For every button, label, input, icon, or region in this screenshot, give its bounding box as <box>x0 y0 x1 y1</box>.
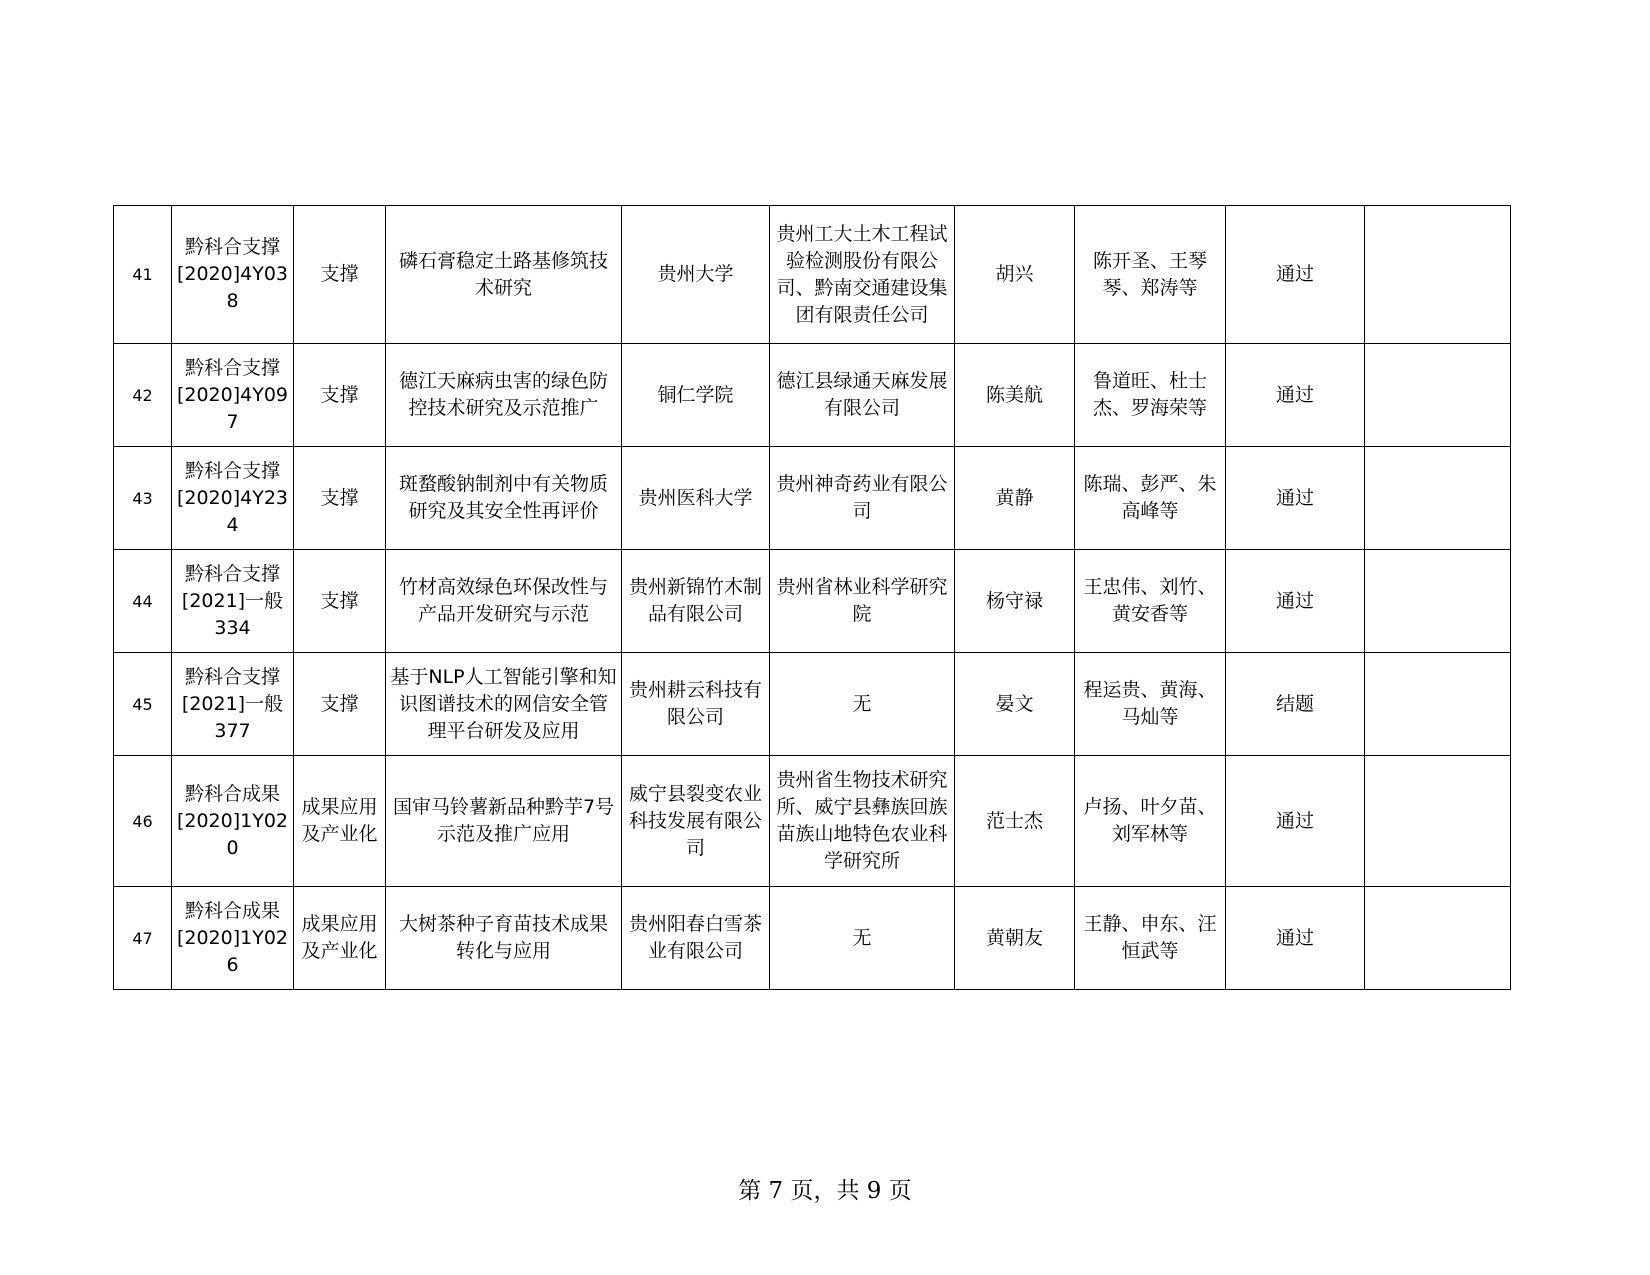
cell-no: 46 <box>114 756 172 887</box>
cell-leader: 黄朝友 <box>955 887 1075 990</box>
cell-no: 43 <box>114 447 172 550</box>
cell-type: 支撑 <box>294 447 386 550</box>
cell-result: 通过 <box>1226 206 1365 344</box>
cell-org: 贵州耕云科技有限公司 <box>622 653 770 756</box>
cell-remark <box>1365 344 1511 447</box>
cell-result: 通过 <box>1226 756 1365 887</box>
cell-remark <box>1365 206 1511 344</box>
cell-coop: 贵州省生物技术研究所、威宁县彝族回族苗族山地特色农业科学研究所 <box>770 756 955 887</box>
cell-title: 竹材高效绿色环保改性与产品开发研究与示范 <box>386 550 622 653</box>
cell-leader: 晏文 <box>955 653 1075 756</box>
cell-remark <box>1365 447 1511 550</box>
cell-leader: 黄静 <box>955 447 1075 550</box>
cell-org: 贵州医科大学 <box>622 447 770 550</box>
project-table <box>113 205 1511 990</box>
cell-org: 贵州阳春白雪茶业有限公司 <box>622 887 770 990</box>
cell-type: 支撑 <box>294 550 386 653</box>
cell-org: 贵州新锦竹木制品有限公司 <box>622 550 770 653</box>
cell-members: 陈开圣、王琴琴、郑涛等 <box>1075 206 1226 344</box>
cell-code: 黔科合支撑[2021]一般377 <box>172 653 294 756</box>
table-row <box>114 653 1511 756</box>
cell-coop: 贵州工大土木工程试验检测股份有限公司、黔南交通建设集团有限责任公司 <box>770 206 955 344</box>
cell-title: 斑蝥酸钠制剂中有关物质研究及其安全性再评价 <box>386 447 622 550</box>
table-row <box>114 756 1511 887</box>
cell-result: 通过 <box>1226 887 1365 990</box>
cell-org: 威宁县裂变农业科技发展有限公司 <box>622 756 770 887</box>
cell-type: 成果应用及产业化 <box>294 887 386 990</box>
cell-title: 国审马铃薯新品种黔芋7号示范及推广应用 <box>386 756 622 887</box>
cell-code: 黔科合成果[2020]1Y026 <box>172 887 294 990</box>
cell-title: 磷石膏稳定土路基修筑技术研究 <box>386 206 622 344</box>
cell-code: 黔科合支撑[2021]一般334 <box>172 550 294 653</box>
cell-members: 王忠伟、刘竹、黄安香等 <box>1075 550 1226 653</box>
cell-code: 黔科合支撑[2020]4Y038 <box>172 206 294 344</box>
cell-leader: 范士杰 <box>955 756 1075 887</box>
cell-org: 铜仁学院 <box>622 344 770 447</box>
cell-members: 卢扬、叶夕苗、刘军林等 <box>1075 756 1226 887</box>
cell-no: 41 <box>114 206 172 344</box>
cell-no: 45 <box>114 653 172 756</box>
cell-type: 支撑 <box>294 344 386 447</box>
cell-result: 结题 <box>1226 653 1365 756</box>
table-row <box>114 344 1511 447</box>
cell-coop: 贵州神奇药业有限公司 <box>770 447 955 550</box>
cell-no: 42 <box>114 344 172 447</box>
cell-coop: 德江县绿通天麻发展有限公司 <box>770 344 955 447</box>
cell-members: 程运贵、黄海、马灿等 <box>1075 653 1226 756</box>
cell-coop: 贵州省林业科学研究院 <box>770 550 955 653</box>
cell-no: 44 <box>114 550 172 653</box>
cell-org: 贵州大学 <box>622 206 770 344</box>
cell-title: 大树茶种子育苗技术成果转化与应用 <box>386 887 622 990</box>
table-row <box>114 550 1511 653</box>
table-row <box>114 447 1511 550</box>
page-footer: 第 7 页，共 9 页 <box>738 1178 912 1204</box>
cell-title: 基于NLP人工智能引擎和知识图谱技术的网信安全管理平台研发及应用 <box>386 653 622 756</box>
cell-leader: 胡兴 <box>955 206 1075 344</box>
cell-remark <box>1365 550 1511 653</box>
cell-result: 通过 <box>1226 344 1365 447</box>
table-row <box>114 887 1511 990</box>
cell-code: 黔科合支撑[2020]4Y234 <box>172 447 294 550</box>
cell-coop: 无 <box>770 887 955 990</box>
cell-members: 王静、申东、汪恒武等 <box>1075 887 1226 990</box>
cell-coop: 无 <box>770 653 955 756</box>
table-body <box>114 206 1511 990</box>
cell-remark <box>1365 653 1511 756</box>
cell-type: 支撑 <box>294 206 386 344</box>
cell-code: 黔科合成果[2020]1Y020 <box>172 756 294 887</box>
cell-remark <box>1365 887 1511 990</box>
table-row <box>114 206 1511 344</box>
cell-no: 47 <box>114 887 172 990</box>
cell-type: 成果应用及产业化 <box>294 756 386 887</box>
cell-leader: 陈美航 <box>955 344 1075 447</box>
project-table-container <box>113 205 1511 990</box>
cell-result: 通过 <box>1226 447 1365 550</box>
cell-code: 黔科合支撑[2020]4Y097 <box>172 344 294 447</box>
cell-title: 德江天麻病虫害的绿色防控技术研究及示范推广 <box>386 344 622 447</box>
cell-members: 陈瑞、彭严、朱高峰等 <box>1075 447 1226 550</box>
cell-remark <box>1365 756 1511 887</box>
cell-type: 支撑 <box>294 653 386 756</box>
cell-leader: 杨守禄 <box>955 550 1075 653</box>
cell-members: 鲁道旺、杜士杰、罗海荣等 <box>1075 344 1226 447</box>
cell-result: 通过 <box>1226 550 1365 653</box>
